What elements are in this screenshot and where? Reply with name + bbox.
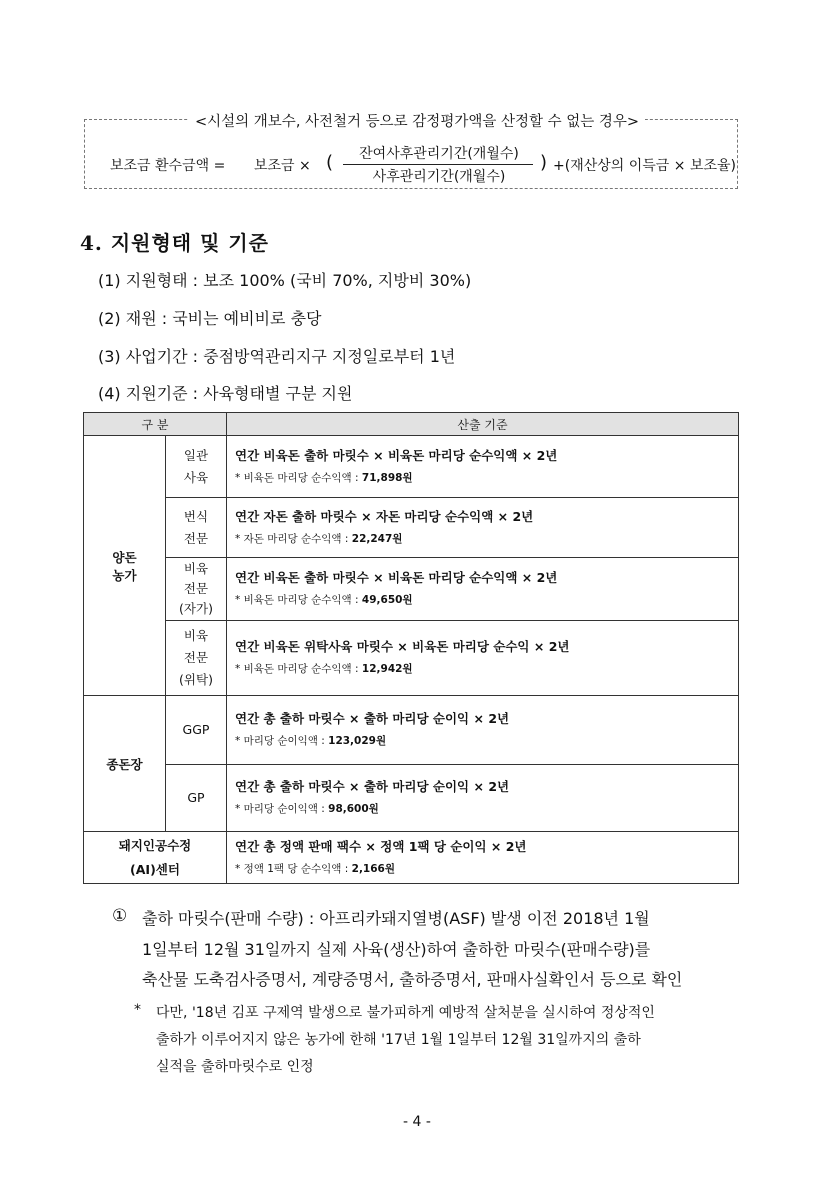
table-row [84,558,739,621]
formula-denominator: 사후관리기간(개월수) [372,169,506,185]
group-ai-center: 돼지인공수정 (AI)센터 [84,832,227,884]
row-content [227,436,739,498]
row-content [227,621,739,696]
page-number: - 4 - [403,1114,431,1130]
row-content [227,765,739,832]
row-content [227,498,739,558]
formula-tail: +(재산상의 이득금 × 보조율) [553,158,736,174]
group-yangdon: 양돈 농가 [84,436,166,696]
note-line-3: 실적을 출하마릿수로 인정 [156,1059,314,1075]
note-line-2: 출하가 이루어지지 않은 농가에 한해 '17년 1월 1일부터 12월 31일까지의 출하 [156,1032,641,1048]
section-item-2: (2) 재원 : 국비는 예비비로 충당 [98,309,322,328]
row-sub-label: 일관 사육 [166,436,227,498]
row-formula: 연간 자돈 출하 마릿수 × 자돈 마리당 순수익액 × 2년 [235,508,534,524]
note-line-1: 다만, '18년 김포 구제역 발생으로 불가피하게 예방적 살처분을 실시하여 정상적인 [156,1005,655,1021]
formula-paren-open: ( [326,152,334,173]
row-formula: 연간 총 정액 판매 팩수 × 정액 1팩 당 순이익 × 2년 [235,838,527,854]
row-note: * 비육돈 마리당 순수익액 : 71,898원 [235,471,413,484]
footnote-marker: ① [112,906,128,926]
row-note: * 자돈 마리당 순수익액 : 22,247원 [235,532,403,545]
row-content [227,832,739,884]
fraction-bar [343,164,533,165]
row-note: * 정액 1팩 당 순수익액 : 2,166원 [235,862,395,875]
row-sub-label: GGP [166,696,227,765]
row-sub-label: 비육 전문 (위탁) [166,621,227,696]
row-sub-label: 번식 전문 [166,498,227,558]
footnote-line-1: 출하 마릿수(판매 수량) : 아프리카돼지열병(ASF) 발생 이전 2018년 1월 [142,909,650,928]
row-sub-label: 비육 전문 (자가) [166,558,227,621]
footnote-line-2: 1일부터 12월 31일까지 실제 사육(생산)하여 출하한 마릿수(판매수량)를 [142,940,651,959]
row-formula: 연간 총 출하 마릿수 × 출하 마리당 순이익 × 2년 [235,711,510,726]
row-sub-label: GP [166,765,227,832]
row-note: * 비육돈 마리당 순수익액 : 12,942원 [235,663,413,675]
row-note: * 마리당 순이익액 : 123,029원 [235,735,387,747]
support-criteria-table [83,412,739,884]
table-row [84,832,739,884]
table-row [84,765,739,832]
section-item-4: (4) 지원기준 : 사육형태별 구분 지원 [98,384,353,403]
table-row [84,621,739,696]
row-formula: 연간 비육돈 출하 마릿수 × 비육돈 마리당 순수익액 × 2년 [235,447,558,463]
footnote-line-3: 축산물 도축검사증명서, 계량증명서, 출하증명서, 판매사실확인서 등으로 확인 [142,970,683,989]
header-criteria: 산출 기준 [227,413,739,436]
formula-term1: 보조금 × [254,158,311,174]
table-header-row [84,413,739,436]
table-row [84,436,739,498]
section-heading: 4. 지원형태 및 기준 [80,231,270,255]
note-marker: * [134,1002,141,1018]
row-content [227,558,739,621]
table-row [84,696,739,765]
section-item-1: (1) 지원형태 : 보조 100% (국비 70%, 지방비 30%) [98,271,472,290]
table-row [84,498,739,558]
formula-box-title: <시설의 개보수, 사전철거 등으로 감정평가액을 산정할 수 없는 경우> [0,110,834,131]
section-item-3: (3) 사업기간 : 중점방역관리지구 지정일로부터 1년 [98,347,456,366]
header-category: 구 분 [84,413,227,436]
row-content [227,696,739,765]
row-note: * 마리당 순이익액 : 98,600원 [235,803,379,815]
row-formula: 연간 총 출하 마릿수 × 출하 마리당 순이익 × 2년 [235,779,510,794]
formula-numerator: 잔여사후관리기간(개월수) [359,146,519,162]
row-note: * 비육돈 마리당 순수익액 : 49,650원 [235,594,413,606]
formula-paren-close: ) [540,152,548,173]
group-jongdon: 종돈장 [84,696,166,832]
row-formula: 연간 비육돈 위탁사육 마릿수 × 비육돈 마리당 순수익 × 2년 [235,639,570,654]
formula-lhs: 보조금 환수금액 = [110,158,226,174]
row-formula: 연간 비육돈 출하 마릿수 × 비육돈 마리당 순수익액 × 2년 [235,570,558,585]
